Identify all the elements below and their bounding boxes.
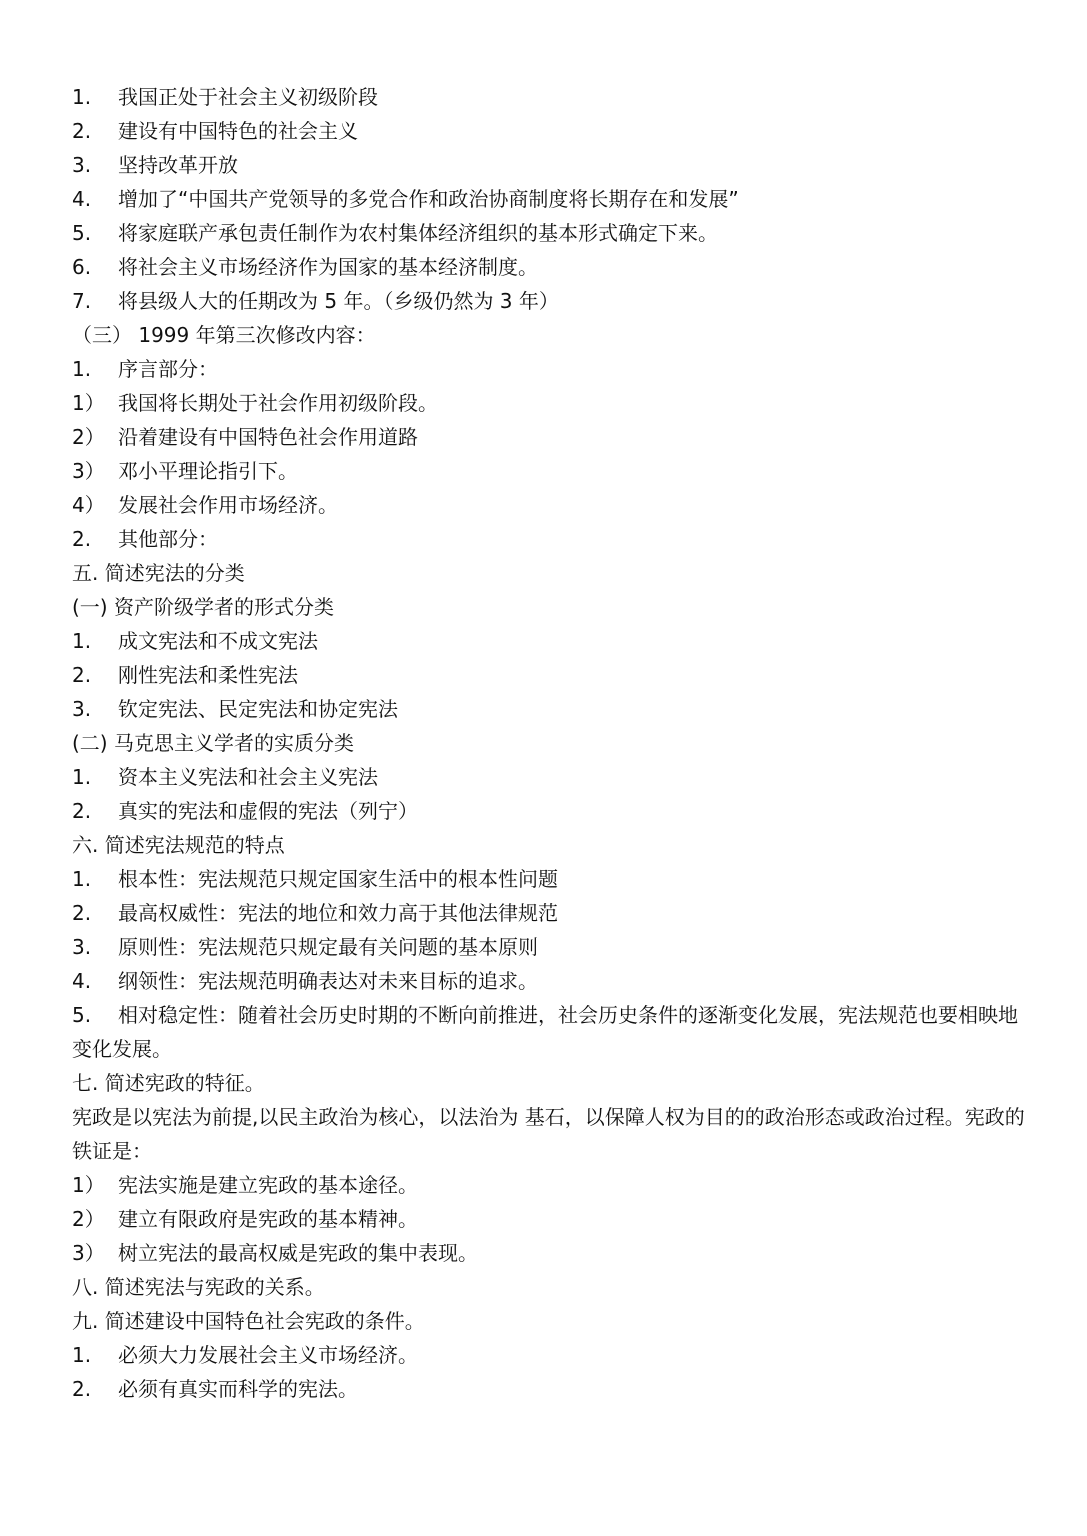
list-item: 2） 建立有限政府是宪政的基本精神。 (72, 1207, 418, 1231)
list-item: 1） 宪法实施是建立宪政的基本途径。 (72, 1173, 418, 1197)
list-item: 7. 将县级人大的任期改为 5 年。（乡级仍然为 3 年） (72, 289, 559, 313)
section-heading-6: 六. 简述宪法规范的特点 (72, 833, 285, 857)
list-item: 4. 增加了“中国共产党领导的多党合作和政治协商制度将长期存在和发展” (72, 187, 739, 211)
list-item: 1. 资本主义宪法和社会主义宪法 (72, 765, 378, 789)
list-item: 2. 其他部分： (72, 527, 218, 551)
list-item: 3） 树立宪法的最高权威是宪政的集中表现。 (72, 1241, 478, 1265)
list-item: 4. 纲领性：宪法规范明确表达对未来目标的追求。 (72, 969, 538, 993)
list-item-wrapped: 5. 相对稳定性：随着社会历史时期的不断向前推进，社会历史条件的逐渐变化发展，宪法规范也要相映地变化发展。 (72, 1003, 1018, 1061)
list-item: 3. 坚持改革开放 (72, 153, 238, 177)
list-item: 1. 成文宪法和不成文宪法 (72, 629, 318, 653)
subsection-heading-5-1: (一) 资产阶级学者的形式分类 (72, 595, 334, 619)
section-heading-9: 九. 简述建设中国特色社会宪政的条件。 (72, 1309, 425, 1333)
section-heading-5: 五. 简述宪法的分类 (72, 561, 245, 585)
paragraph-constitutionalism: 宪政是以宪法为前提,以民主政治为核心，以法治为 基石，以保障人权为目的的政治形态或政治过程。宪政的铁证是： (72, 1105, 1025, 1163)
document-page (72, 80, 1032, 1406)
list-item: 2. 刚性宪法和柔性宪法 (72, 663, 298, 687)
list-item: 2） 沿着建设有中国特色社会作用道路 (72, 425, 418, 449)
list-item: 2. 必须有真实而科学的宪法。 (72, 1377, 358, 1401)
list-item: 1） 我国将长期处于社会作用初级阶段。 (72, 391, 438, 415)
list-item: 3） 邓小平理论指引下。 (72, 459, 298, 483)
list-item: 1. 必须大力发展社会主义市场经济。 (72, 1343, 418, 1367)
list-item: 2. 真实的宪法和虚假的宪法（列宁） (72, 799, 418, 823)
list-item: 1. 我国正处于社会主义初级阶段 (72, 85, 378, 109)
section-heading-7: 七. 简述宪政的特征。 (72, 1071, 265, 1095)
list-item: 6. 将社会主义市场经济作为国家的基本经济制度。 (72, 255, 538, 279)
section-heading-8: 八. 简述宪法与宪政的关系。 (72, 1275, 325, 1299)
subsection-heading-5-2: (二) 马克思主义学者的实质分类 (72, 731, 354, 755)
list-item: 4） 发展社会作用市场经济。 (72, 493, 338, 517)
list-item: 3. 钦定宪法、民定宪法和协定宪法 (72, 697, 398, 721)
list-item: 1. 序言部分： (72, 357, 218, 381)
list-item: 2. 建设有中国特色的社会主义 (72, 119, 358, 143)
section-heading-1999: （三） 1999 年第三次修改内容： (72, 323, 376, 347)
list-item: 2. 最高权威性：宪法的地位和效力高于其他法律规范 (72, 901, 558, 925)
list-item: 3. 原则性：宪法规范只规定最有关问题的基本原则 (72, 935, 538, 959)
list-item: 5. 将家庭联产承包责任制作为农村集体经济组织的基本形式确定下来。 (72, 221, 718, 245)
list-item: 1. 根本性：宪法规范只规定国家生活中的根本性问题 (72, 867, 558, 891)
